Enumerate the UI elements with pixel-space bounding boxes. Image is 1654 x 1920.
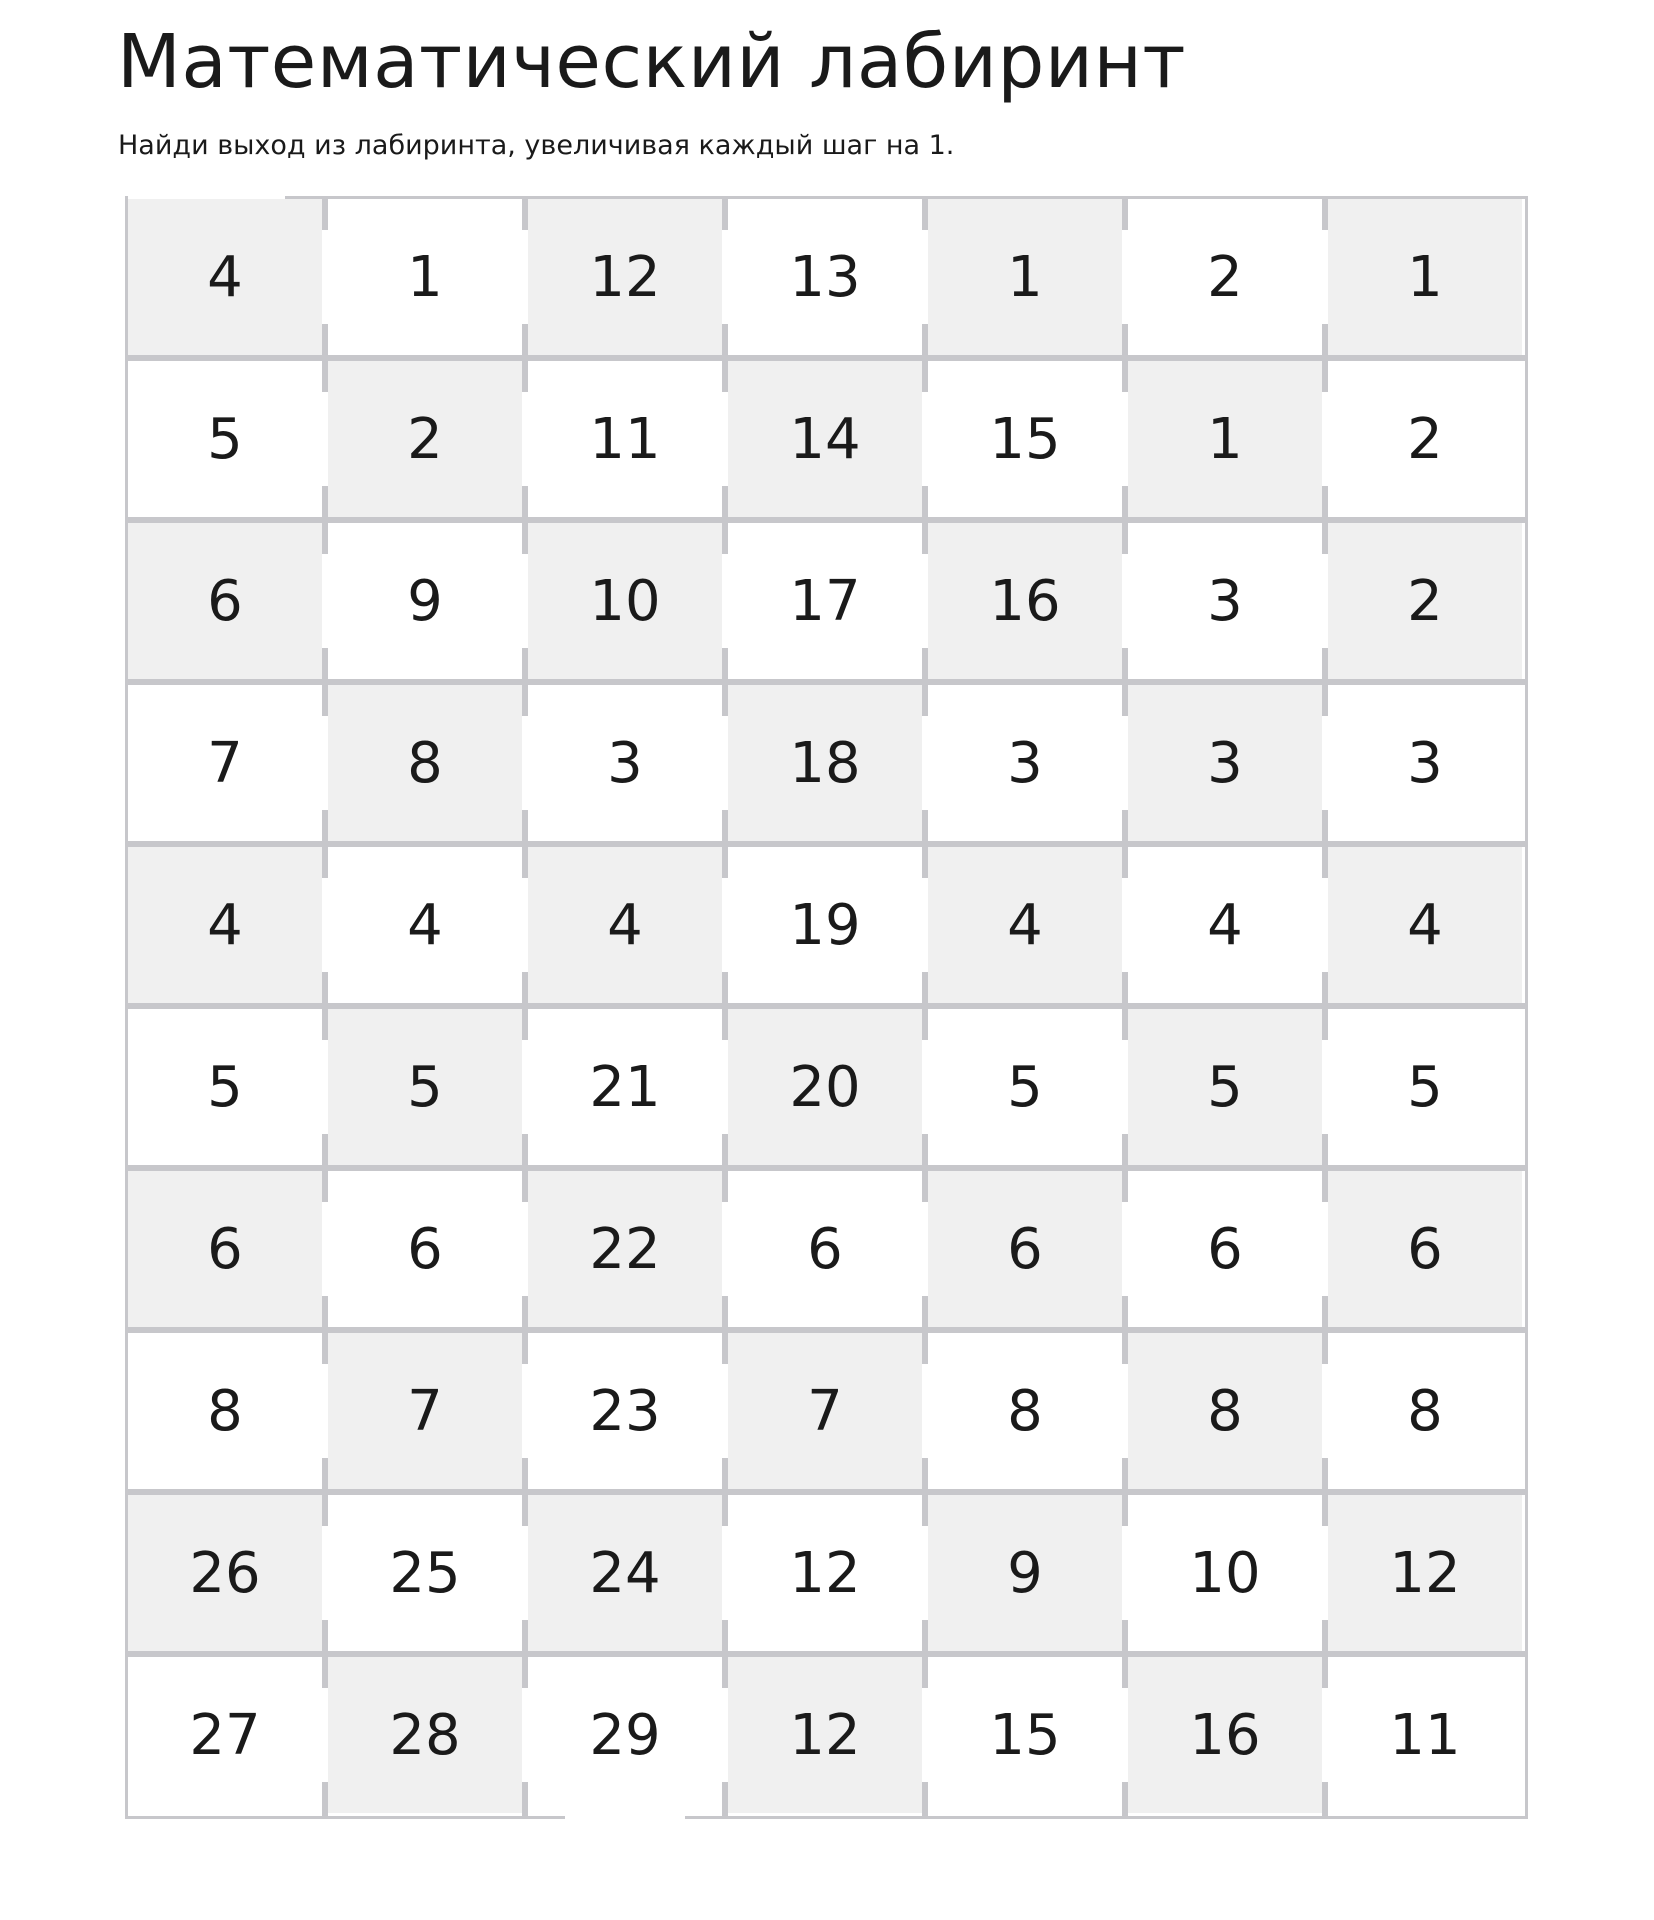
maze-wall (1122, 1296, 1128, 1330)
maze-cell: 27 (189, 1702, 261, 1768)
maze-cell: 22 (528, 1171, 722, 1327)
maze-cell: 5 (328, 1009, 522, 1165)
maze-cell: 3 (1207, 568, 1243, 634)
maze-wall (722, 1492, 728, 1526)
maze-cell: 25 (389, 1540, 461, 1606)
maze-cell: 7 (728, 1333, 922, 1489)
maze-wall (522, 972, 528, 1006)
maze-cell: 16 (928, 523, 1122, 679)
maze-wall (722, 358, 728, 392)
maze-cell: 2 (1407, 406, 1443, 472)
maze-cell: 5 (1007, 1054, 1043, 1120)
maze-cell: 3 (1007, 730, 1043, 796)
maze-wall (322, 1006, 328, 1040)
maze-wall (522, 1458, 528, 1492)
maze-wall (522, 1654, 528, 1688)
maze-wall (522, 1134, 528, 1168)
maze-wall (1322, 810, 1328, 844)
maze-wall (125, 1489, 1525, 1495)
maze-cell: 1 (407, 244, 443, 310)
maze-wall (1122, 324, 1128, 358)
maze-wall (922, 1654, 928, 1688)
maze-wall (522, 520, 528, 554)
maze-wall (1122, 810, 1128, 844)
maze-cell: 6 (928, 1171, 1122, 1327)
maze-wall (922, 520, 928, 554)
maze-wall (1122, 844, 1128, 878)
maze-cell: 8 (1407, 1378, 1443, 1444)
maze-wall (522, 196, 528, 230)
maze-wall (322, 1134, 328, 1168)
maze-wall (285, 196, 1528, 199)
maze-cell: 12 (789, 1540, 861, 1606)
maze-wall (125, 1165, 1525, 1171)
maze-cell: 2 (1207, 244, 1243, 310)
maze-wall (522, 1782, 528, 1816)
maze-wall (1122, 520, 1128, 554)
maze-cell: 8 (1007, 1378, 1043, 1444)
maze-wall (322, 486, 328, 520)
maze-cell: 14 (728, 361, 922, 517)
maze-wall (1322, 844, 1328, 878)
maze-cell: 6 (1328, 1171, 1522, 1327)
maze-wall (322, 682, 328, 716)
maze-wall (125, 355, 1525, 361)
maze-wall (1122, 1168, 1128, 1202)
maze-wall (922, 1782, 928, 1816)
maze-wall (322, 1296, 328, 1330)
maze-cell: 8 (1128, 1333, 1322, 1489)
maze-cell: 15 (989, 406, 1061, 472)
maze-cell: 4 (528, 847, 722, 1003)
maze-wall (522, 1006, 528, 1040)
maze-cell: 16 (1128, 1657, 1322, 1813)
maze-wall (922, 1330, 928, 1364)
maze-grid (125, 196, 1528, 1824)
maze-wall (322, 1492, 328, 1526)
maze-wall (1122, 648, 1128, 682)
maze-wall (522, 1330, 528, 1364)
maze-wall (1322, 1168, 1328, 1202)
maze-wall (1525, 196, 1528, 1819)
maze-wall (522, 324, 528, 358)
maze-wall (922, 972, 928, 1006)
maze-wall (1122, 1006, 1128, 1040)
maze-wall (722, 1168, 728, 1202)
maze-wall (1122, 1782, 1128, 1816)
maze-wall (722, 1006, 728, 1040)
maze-wall (922, 1458, 928, 1492)
maze-wall (1322, 1296, 1328, 1330)
maze-wall (1322, 972, 1328, 1006)
maze-wall (322, 358, 328, 392)
maze-cell: 4 (128, 847, 322, 1003)
maze-wall (1122, 1134, 1128, 1168)
maze-wall (322, 1620, 328, 1654)
maze-wall (522, 1620, 528, 1654)
maze-wall (1322, 324, 1328, 358)
maze-wall (322, 972, 328, 1006)
page-title: Математический лабиринт (117, 19, 1186, 105)
maze-wall (722, 486, 728, 520)
maze-wall (1322, 1330, 1328, 1364)
maze-wall (722, 972, 728, 1006)
maze-wall (125, 1816, 565, 1819)
maze-cell: 9 (928, 1495, 1122, 1651)
maze-wall (1322, 648, 1328, 682)
maze-wall (522, 1168, 528, 1202)
maze-wall (1122, 1620, 1128, 1654)
maze-wall (722, 1620, 728, 1654)
maze-wall (1122, 1458, 1128, 1492)
maze-wall (722, 1296, 728, 1330)
maze-wall (1322, 520, 1328, 554)
maze-cell: 4 (928, 847, 1122, 1003)
maze-cell: 4 (1328, 847, 1522, 1003)
maze-wall (322, 810, 328, 844)
maze-cell: 20 (728, 1009, 922, 1165)
maze-cell: 1 (928, 199, 1122, 355)
maze-wall (1122, 1330, 1128, 1364)
maze-cell: 4 (407, 892, 443, 958)
maze-wall (922, 196, 928, 230)
maze-wall (125, 517, 1525, 523)
maze-wall (322, 520, 328, 554)
maze-cell: 5 (1407, 1054, 1443, 1120)
maze-wall (922, 1492, 928, 1526)
maze-wall (125, 841, 1525, 847)
maze-wall (125, 1003, 1525, 1009)
maze-cell: 18 (728, 685, 922, 841)
maze-cell: 29 (589, 1702, 661, 1768)
maze-cell: 10 (1189, 1540, 1261, 1606)
maze-cell: 3 (607, 730, 643, 796)
maze-wall (522, 358, 528, 392)
maze-cell: 12 (728, 1657, 922, 1813)
maze-wall (322, 648, 328, 682)
maze-wall (322, 1782, 328, 1816)
maze-wall (922, 682, 928, 716)
maze-wall (922, 1134, 928, 1168)
maze-cell: 6 (807, 1216, 843, 1282)
maze-cell: 5 (207, 1054, 243, 1120)
maze-wall (922, 486, 928, 520)
maze-wall (125, 679, 1525, 685)
maze-cell: 10 (528, 523, 722, 679)
maze-wall (522, 844, 528, 878)
maze-wall (1322, 1492, 1328, 1526)
maze-wall (722, 1654, 728, 1688)
maze-wall (125, 1327, 1525, 1333)
maze-wall (322, 1330, 328, 1364)
maze-cell: 4 (1207, 892, 1243, 958)
maze-wall (722, 810, 728, 844)
maze-cell: 4 (128, 199, 322, 355)
maze-cell: 2 (328, 361, 522, 517)
maze-wall (322, 1168, 328, 1202)
maze-cell: 2 (1328, 523, 1522, 679)
maze-wall (722, 844, 728, 878)
maze-cell: 15 (989, 1702, 1061, 1768)
maze-wall (722, 1134, 728, 1168)
maze-wall (722, 520, 728, 554)
maze-cell: 19 (789, 892, 861, 958)
maze-wall (922, 1296, 928, 1330)
maze-cell: 3 (1407, 730, 1443, 796)
maze-cell: 11 (589, 406, 661, 472)
maze-cell: 11 (1389, 1702, 1461, 1768)
maze-wall (522, 682, 528, 716)
maze-wall (1322, 196, 1328, 230)
maze-wall (1122, 1654, 1128, 1688)
maze-cell: 8 (328, 685, 522, 841)
maze-wall (1122, 972, 1128, 1006)
maze-wall (722, 1458, 728, 1492)
maze-wall (922, 844, 928, 878)
maze-cell: 17 (789, 568, 861, 634)
maze-wall (922, 324, 928, 358)
maze-wall (722, 1330, 728, 1364)
maze-cell: 1 (1128, 361, 1322, 517)
maze-wall (722, 648, 728, 682)
maze-wall (322, 844, 328, 878)
maze-wall (1322, 1134, 1328, 1168)
maze-wall (1322, 486, 1328, 520)
maze-wall (1322, 1006, 1328, 1040)
maze-wall (685, 1816, 1528, 1819)
maze-wall (922, 1006, 928, 1040)
maze-wall (522, 1492, 528, 1526)
maze-wall (722, 682, 728, 716)
instruction-text: Найди выход из лабиринта, увеличивая каждый шаг на 1. (118, 130, 955, 161)
maze-wall (1322, 1458, 1328, 1492)
maze-wall (522, 810, 528, 844)
maze-wall (722, 196, 728, 230)
maze-wall (1122, 682, 1128, 716)
maze-wall (1322, 682, 1328, 716)
maze-wall (922, 358, 928, 392)
maze-wall (1122, 196, 1128, 230)
maze-wall (1122, 358, 1128, 392)
maze-wall (722, 324, 728, 358)
maze-wall (922, 1620, 928, 1654)
maze-wall (922, 810, 928, 844)
maze-cell: 1 (1328, 199, 1522, 355)
maze-cell: 6 (128, 1171, 322, 1327)
maze-wall (1322, 1620, 1328, 1654)
maze-cell: 23 (589, 1378, 661, 1444)
maze-cell: 24 (528, 1495, 722, 1651)
maze-cell: 28 (328, 1657, 522, 1813)
maze-wall (522, 1296, 528, 1330)
maze-cell: 13 (789, 244, 861, 310)
maze-wall (1322, 1782, 1328, 1816)
maze-cell: 6 (1207, 1216, 1243, 1282)
maze-wall (522, 486, 528, 520)
maze-wall (922, 1168, 928, 1202)
maze-wall (1122, 1492, 1128, 1526)
maze-wall (1122, 486, 1128, 520)
maze-wall (1322, 358, 1328, 392)
maze-cell: 3 (1128, 685, 1322, 841)
maze-wall (722, 1782, 728, 1816)
maze-cell: 26 (128, 1495, 322, 1651)
maze-cell: 6 (128, 523, 322, 679)
maze-wall (125, 1651, 1525, 1657)
maze-wall (922, 648, 928, 682)
maze-wall (322, 1458, 328, 1492)
maze-wall (322, 196, 328, 230)
maze-cell: 12 (528, 199, 722, 355)
maze-cell: 8 (207, 1378, 243, 1444)
maze-wall (522, 648, 528, 682)
maze-cell: 5 (207, 406, 243, 472)
maze-cell: 6 (407, 1216, 443, 1282)
maze-cell: 21 (589, 1054, 661, 1120)
maze-wall (322, 1654, 328, 1688)
maze-cell: 7 (328, 1333, 522, 1489)
maze-cell: 12 (1328, 1495, 1522, 1651)
maze-wall (322, 324, 328, 358)
maze-wall (1322, 1654, 1328, 1688)
maze-cell: 9 (407, 568, 443, 634)
maze-cell: 5 (1128, 1009, 1322, 1165)
maze-cell: 7 (207, 730, 243, 796)
